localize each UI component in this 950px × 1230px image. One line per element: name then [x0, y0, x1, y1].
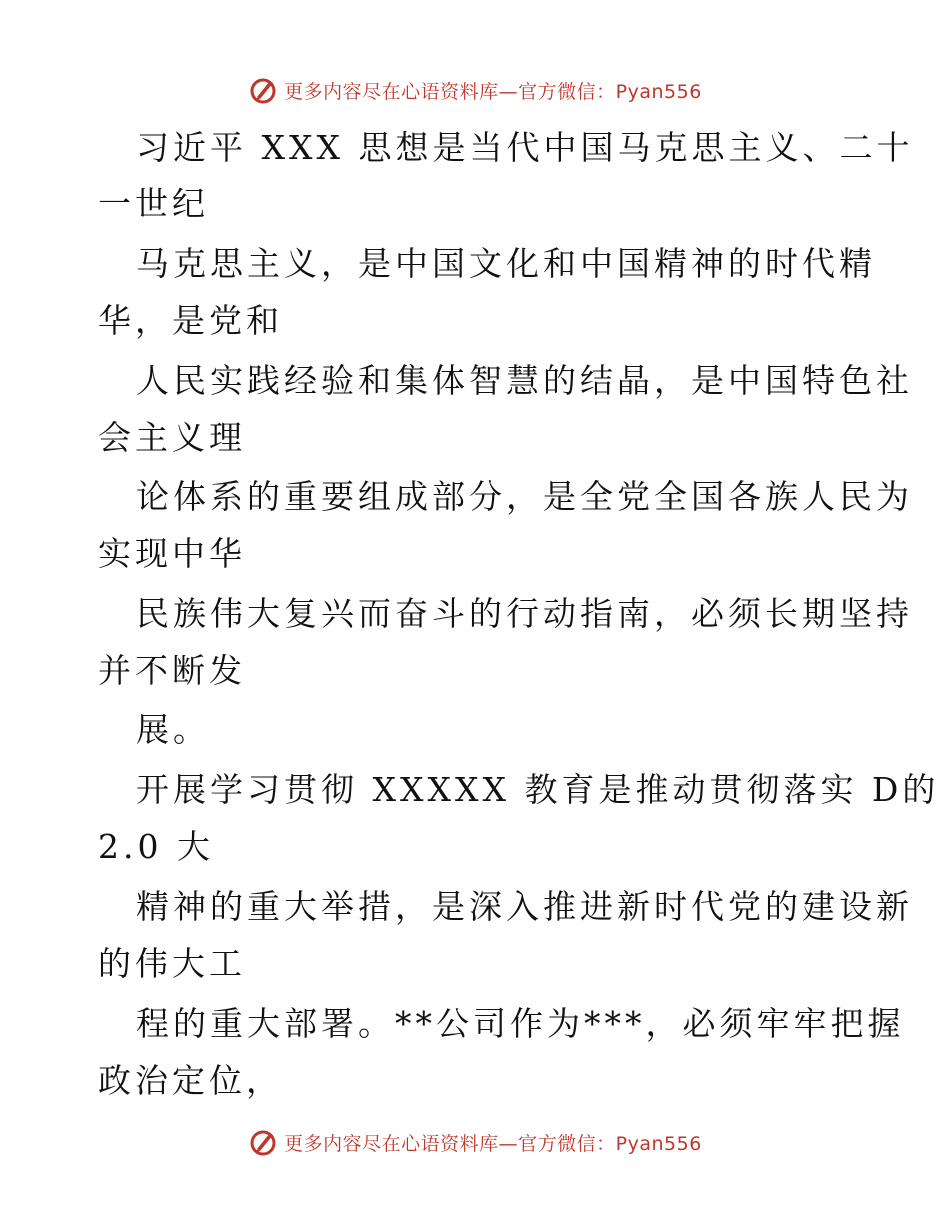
footer-watermark: [0, 1124, 950, 1160]
quill-pen-logo-icon: [248, 1127, 278, 1157]
paragraph-line: 的伟大工: [98, 944, 246, 983]
watermark-wechat-id: Pyan556: [615, 80, 702, 103]
quill-pen-logo-icon: [248, 75, 278, 105]
paragraph-line: 实现中华: [98, 534, 246, 573]
paragraph-line: 习近平 XXX 思想是当代中国马克思主义、二十: [136, 128, 914, 167]
paragraph-line: 精神的重大举措，是深入推进新时代党的建设新: [136, 887, 913, 926]
paragraph-line: 论体系的重要组成部分，是全党全国各族人民为: [136, 477, 913, 516]
watermark-wechat-id: Pyan556: [615, 1132, 702, 1155]
paragraph-line: 马克思主义，是中国文化和中国精神的时代精: [136, 244, 876, 283]
paragraph-line: 展。: [136, 710, 210, 749]
watermark-text: 更多内容尽在心语资料库—官方微信：: [284, 80, 616, 103]
paragraph-line: 一世纪: [98, 184, 209, 223]
paragraph-line: 会主义理: [98, 418, 246, 457]
paragraph-line: 2.0 大: [98, 827, 214, 866]
paragraph-line: 人民实践经验和集体智慧的结晶，是中国特色社: [136, 361, 913, 400]
paragraph-line: 开展学习贯彻 XXXXX 教育是推动贯彻落实 D的: [136, 770, 940, 809]
watermark-text: 更多内容尽在心语资料库—官方微信：: [284, 1132, 616, 1155]
paragraph-line: 民族伟大复兴而奋斗的行动指南，必须长期坚持: [136, 594, 913, 633]
header-watermark: [0, 72, 950, 108]
paragraph-line: 程的重大部署。**公司作为***，必须牢牢把握: [136, 1004, 905, 1043]
paragraph-line: 政治定位，: [98, 1061, 283, 1100]
paragraph-line: 华，是党和: [98, 301, 283, 340]
paragraph-line: 并不断发: [98, 651, 246, 690]
